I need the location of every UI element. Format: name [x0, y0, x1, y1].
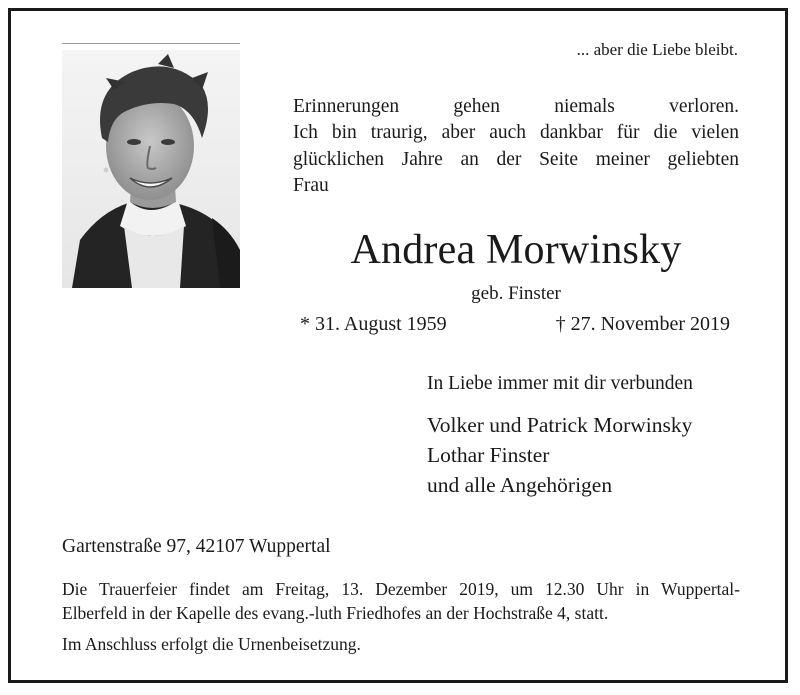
poem-line: glücklichen Jahre an der Seite meiner geliebten: [293, 148, 739, 170]
photo-divider: [62, 43, 240, 44]
mourner-name: und alle Angehörigen: [427, 473, 613, 498]
mourner-name: Volker und Patrick Morwinsky: [427, 413, 693, 437]
mourner-name: Lothar Finster: [427, 443, 550, 468]
birth-date: * 31. August 1959: [300, 313, 447, 335]
poem-line: Erinnerungen gehen niemals verloren.: [293, 96, 739, 117]
poem-text: [293, 94, 739, 199]
maiden-name: geb. Finster: [471, 283, 561, 304]
death-date: † 27. November 2019: [555, 313, 730, 335]
motto-line: ... aber die Liebe bleibt.: [576, 40, 738, 59]
poem-line: Ich bin traurig, aber auch dankbar für die vielen: [293, 122, 739, 144]
poem-line: Frau: [293, 174, 329, 196]
ceremony-info: [62, 578, 740, 625]
mourners-list: [427, 410, 692, 500]
ceremony-line: Die Trauerfeier findet am Freitag, 13. Dezember 2019, um 12.30 Uhr in Wuppertal-: [62, 579, 740, 599]
portrait-photo: [62, 50, 240, 288]
deceased-name: Andrea Morwinsky: [350, 227, 682, 273]
ceremony-line: Elberfeld in der Kapelle des evang.-luth Friedhofes an der Hochstraße 4, statt.: [62, 602, 609, 623]
farewell-line: In Liebe immer mit dir verbunden: [427, 373, 693, 394]
family-address: Gartenstraße 97, 42107 Wuppertal: [62, 536, 331, 557]
burial-info: Im Anschluss erfolgt die Urnenbeisetzung.: [62, 634, 361, 654]
